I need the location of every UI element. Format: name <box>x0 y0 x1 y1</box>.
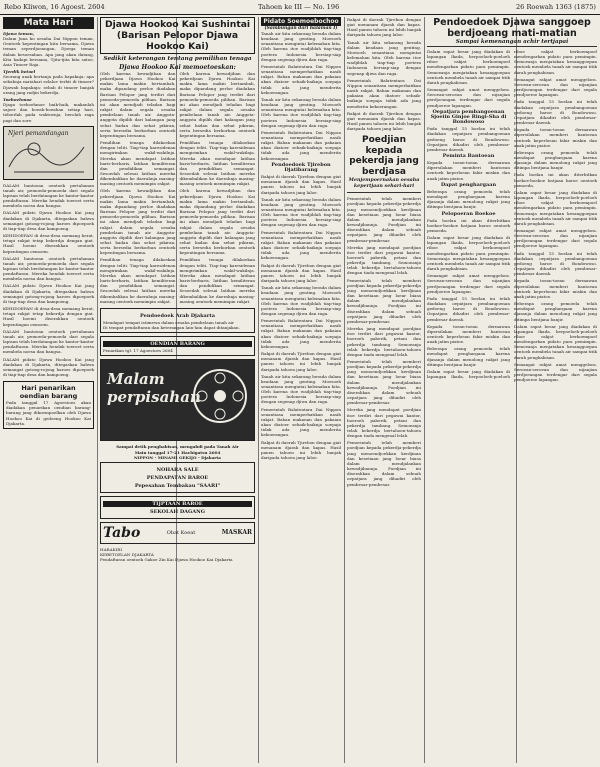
article-body: Tanah air kita sekarang berada dalam keadaan jang genting. Moesoeh senantiasa mengintai kelemahan kita. Oleh karena itoe wadjiblah tiap-tiap poetera Indonesia bersiap-siap dengan segenap djiwa dan raga. <box>261 96 341 128</box>
notice-box <box>3 381 94 429</box>
cinema-title: Malam perpisahan <box>107 370 201 407</box>
ad-headline: Pepesahan Tembakau "SAARI" <box>134 482 221 489</box>
ad-detail: HARAKIRI <box>100 546 122 552</box>
article-body: Pemerintah Balatentara Dai Nippon senantiasa memperhatikan nasib rakjat. Bahan makanan dan pakaian akan diatoer sebaik-baiknja soepaja tidak ada jang menderita kekoerangan. <box>347 77 421 109</box>
article-body: Dalam rapat besar jang diadakan di lapangan Ikada, berpoeloeh-poeloeh riboe rakjat berkoempoel mendengarkan pidato para pemimpin. Semoeanja menjatakan kesanggoepan oentoek membela tanah air sampai titik darah penghabisan. <box>514 323 597 360</box>
article-body: Pada tanggal 15 boelan ini telah diadakan oepatjara pembangoenan gedoeng baroe di Bondowoso. Oepatjara dihadiri oleh pembesar-pembesar daerah. <box>514 99 597 126</box>
feature-subhead: Menjempoernakan oesaha kepertjaan sehari-hari <box>348 177 420 190</box>
column-left <box>3 17 94 763</box>
ad-subtitle: Mendapat tempat istimewa dalam oesaha pembelaan tanah air <box>103 319 234 325</box>
lottery-ad <box>100 336 255 356</box>
article-body: Tanah air kita sekarang berada dalam keadaan jang genting. Moesoeh senantiasa mengintai kelemahan kita. Oleh karena itoe wadjiblah tiap-tiap poetera Indonesia bersiap-siap dengan segenap djiwa dan raga. <box>261 31 341 62</box>
article-body: Oleh karena kewadjiban dan pekerdjaan Djawa Hookoo Kai makin lama makin bertambah, maka dipandang perloe diadakan Barisan Pelopor jang terdiri dari pemoeda-pemoeda pilihan. Barisan ini akan mendjadi teladan bagi rakjat dalam segala oesaha pembelaan tanah air. Anggota-anggota dipilih dari kalangan jang sehat badan dan sehat pikiran, serta bersedia berkorban oentoek kepentingan bersama. <box>179 188 255 256</box>
article-body: Pada tanggal 15 boelan ini telah diadakan oepatjara pembangoenan gedoeng baroe di Bondowoso. Oepatjara dihadiri oleh pembesar-pembesar daerah. <box>514 250 597 277</box>
ad-detail: Penarikan tgl. 17 Agoestoes 2604 <box>103 348 173 354</box>
article-body: Mereka jang mendapat poedjian itoe terdiri dari pegawai kantor, boeroeh paberik, petani dan pekerdja tambang. Semoeanja telah bekerdja bertahoen-tahoen dengan tiada mengenal lelah. <box>347 407 421 439</box>
notice-ad <box>100 308 255 333</box>
masthead-date: Rebo Kliwon, 16 Agoest. 2604 <box>4 3 105 11</box>
column-feature <box>347 17 421 763</box>
medicine-sub: Obat Koeat <box>166 529 196 536</box>
article-subhead: Dapat penghargaan <box>440 181 497 188</box>
article-body: Pemerintah Balatentara Dai Nippon senantiasa memperhatikan nasib rakjat. Bahan makanan dan pakaian akan diatoer sebaik-baiknja soepaja tidak ada jang menderita kekoerangan. <box>261 406 341 438</box>
article-body: Pada tanggal 15 boelan ini telah diadakan oepatjara pembangoenan gedoeng baroe di Bondowoso. Oepatjara dihadiri oleh pembesar-pembesar daerah. <box>427 126 510 152</box>
article-subhead: Oepatjara pembangoenan Sjoeiin Ginjoe Ringi-Sha di Bondowoso <box>430 108 507 126</box>
article-body: Pemerintah Balatentara Dai Nippon senantiasa memperhatikan nasib rakjat. Bahan makanan dan pakaian akan diatoer sebaik-baiknja soepaja tidak ada jang menderita kekoerangan. <box>261 63 341 95</box>
article-body: Beberapa orang pemoeda telah mendapat penghargaan karena djasanja dalam menolong rakjat jang ditimpa bentjana banjir. <box>514 149 597 171</box>
article-body: DALAM bantoean oentoek pertahanan tanah air, pemoeda-pemoeda dari segala lapisan telah berdatangan ke kantor-kantor pendaftaran. Mereka hendak toeroet serta membela noesa dan bangsa. <box>3 328 94 355</box>
article-body: Dalam rapat besar jang diadakan di lapangan Ikada, berpoeloeh-poeloeh riboe rakjat berkoempoel mendengarkan pidato para pemimpin. Semoeanja menjatakan kesanggoepan oentoek membela tanah air sampai titik darah penghabisan. <box>427 235 510 272</box>
ad-headline: NOHARA SALE <box>156 466 199 473</box>
article-body: Kepada toean-toean dermawan dipersilakan memberi bantoean oentoek keperloean fakir miskin dan anak jatim piatoe. <box>427 323 510 345</box>
article-body: Beberapa orang pemoeda telah mendapat penghargaan karena djasanja dalam menolong rakjat jang ditimpa bentjana banjir. <box>514 301 597 322</box>
illustration-caption: Njeri pemandangan <box>8 129 69 137</box>
right-subhead: Sampai kemenangan achir tertjapai <box>427 39 597 47</box>
article-body: Rakjat di daerah Tjirebon dengan giat menanam djarak dan kapas. Hasil panen tahoen ini lebih banjak daripada tahoen jang laloe. <box>261 174 341 195</box>
article-body: Pemilihan tenaga dilakoekan dengan teliti. Tiap-tiap karesidenan mengirimkan wakil-wakilnja. Mereka akan mendapat latihan baris-berbaris, latihan kemiliteran dan pendidikan semangat. Sesoedah selesai latihan mereka dikembalikan ke daerahnja masing-masing oentoek memimpin rakjat. <box>179 257 255 304</box>
article-body: Oleh karena kewadjiban dan pekerdjaan Djawa Hookoo Kai makin lama makin bertambah, maka dipandang perloe diadakan Barisan Pelopor jang terdiri dari pemoeda-pemoeda pilihan. Barisan ini akan mendjadi teladan bagi rakjat dalam segala oesaha pembelaan tanah air. Anggota-anggota dipilih dari kalangan jang sehat badan dan sehat pikiran, serta bersedia berkorban oentoek kepentingan bersama. <box>100 71 176 138</box>
column-soemoebochoo <box>261 17 341 763</box>
article-body: DALAM pidato Djawa Hookoo Kai jang diadakan di Djakarta, ditegaskan bahwa semangat gotong-rojong haroes dipoepoek di tiap-tiap desa dan kampoeng. <box>3 356 94 377</box>
article-body: Kepada toean-toean dermawan dipersilakan memberi bantoean oentoek keperloean fakir miskin dan anak jatim piatoe. <box>427 160 510 181</box>
ad-headline: SEKOLAH DAGANG <box>149 508 206 515</box>
cinema-dates: Main tanggal 17-21 Hachigatsu 2604 <box>134 449 221 455</box>
main-headline: Djawa Hookoo Kai Sushintai (Barisan Pelopor Djawa Hookoo Kai) <box>100 17 255 54</box>
article-body: DALAM pidato Djawa Hookoo Kai jang diadakan di Djakarta, ditegaskan bahwa semangat gotong-rojong haroes dipoepoek di tiap-tiap desa dan kampoeng. <box>3 210 94 231</box>
cinema-info: Sampai detik penghabisan, mengabdi pada Tanah Air <box>116 444 239 450</box>
ad-headline: PENDAPATAN BAROE <box>146 474 209 481</box>
film-reel-icon <box>190 366 250 426</box>
article-body: Semangat rakjat amat menggelora. Seroean-seroean dan nijanjian perdjoeangan terdengar dari segala pendjoeroe lapangan. <box>427 87 510 108</box>
article-body: Mereka jang mendapat poedjian itoe terdiri dari pegawai kantor, boeroeh paberik, petani dan pekerdja tambang. Semoeanja telah bekerdja bertahoen-tahoen dengan tiada mengenal lelah. <box>347 244 421 276</box>
section-body: Djaga toeboehmoe baik-baik, makanlah sajoer dan boeah-boeahan setiap hari, tidoerlah pada waktoenja, berolah raga pagi dan sore. <box>3 102 94 123</box>
section-body: Dalam Juna ko oesaha Dai Nippon teman, Oentoek kepentingan kita bersama, Djawa teman seperdjoeangan, Djoega teman dalam kesoesahan. Apa jang akan datang, Kita hadapi bersama, Tjita-tjita kita satoe, Asia Timoer Raja. <box>3 36 94 67</box>
ad-headline: Pendoedoek Arab Djakarta <box>140 312 215 319</box>
article-body: Pemerintah Balatentara Dai Nippon senantiasa memperhatikan nasib rakjat. Bahan makanan dan pakaian akan diatoer sebaik-baiknja soepaja tidak ada jang menderita kekoerangan. <box>261 129 341 161</box>
column-rule <box>97 17 98 763</box>
article-body: KEHIDOEPAN di desa-desa memang berat, tetapi rakjat tetap bekerdja dengan giat. Hasil boemi diserahkan oentoek kepentingan oemoem. <box>3 233 94 254</box>
ad-detail: Di tempat pendaftaran dan keterangan lain-lain dapat ditanjakan. <box>103 325 240 331</box>
article-body: Tanah air kita sekarang berada dalam keadaan jang genting. Moesoeh senantiasa mengintai kelemahan kita. Oleh karena itoe wadjiblah tiap-tiap poetera Indonesia bersiap-siap dengan segenap djiwa dan raga. <box>261 373 341 405</box>
column-rule <box>344 17 345 763</box>
cinema-ad <box>100 359 255 441</box>
column-rule <box>258 17 259 763</box>
ad-headline: OENDIAN BARANG <box>103 341 252 347</box>
article-body: Pada tanggal 15 boelan ini telah diadakan oepatjara pembangoenan gedoeng baroe di Bondowoso. Oepatjara dihadiri oleh pembesar-pembesar daerah. <box>427 295 510 322</box>
article-subhead: Peminta Bantoean <box>442 152 495 159</box>
column-right <box>427 17 597 763</box>
tips-ad <box>100 496 255 519</box>
studio-ad <box>100 462 255 493</box>
article-body: Kepada toean-toean dermawan dipersilakan memberi bantoean oentoek keperloean fakir miskin dan anak jatim piatoe. <box>514 127 597 148</box>
article-body: Pemerintah telah memberi poedjian kepada pekerdja-pekerdja jang menoendjoekkan kerdjinan dan kesetiaan jang loear biasa dalam mendjalankan kewadjibannja. Poedjian ini diserahkan dalam sebuah oepatjara jang dihadiri oleh pembesar-pembesar. <box>347 358 421 406</box>
article-body: KEHIDOEPAN di desa-desa memang berat, tetapi rakjat tetap bekerdja dengan giat. Hasil boemi diserahkan oentoek kepentingan oemoem. <box>3 306 94 327</box>
article-body: Pemilihan tenaga dilakoekan dengan teliti. Tiap-tiap karesidenan mengirimkan wakil-wakilnja. Mereka akan mendapat latihan baris-berbaris, latihan kemiliteran dan pendidikan semangat. Sesoedah selesai latihan mereka dikembalikan ke daerahnja masing-masing oentoek memimpin rakjat. <box>100 257 176 304</box>
main-section-title: Djawa Hookoo Kai memoetoeskan: <box>119 64 236 71</box>
notice-title: Hari penarikan oendian barang <box>19 384 78 401</box>
article-body: Semangat rakjat amat menggelora. Seroean-seroean dan nijanjian perdjoeangan terdengar dari segala pendjoeroe lapangan. <box>514 228 597 249</box>
ad-headline: TIJPTAAN BAROE <box>103 501 252 507</box>
masthead-issue: Tahoen ke III — No. 196 <box>258 3 340 11</box>
article-subhead: Pendoedoek Tjirebon Djatibarang <box>271 161 331 173</box>
article-body: Semangat rakjat amat menggelora. Seroean-seroean dan nijanjian perdjoeangan terdengar dari segala pendjoeroe lapangan. <box>427 273 510 294</box>
masthead-hijri-date: 26 Roewah 1363 (1875) <box>515 3 596 11</box>
right-headline: Pendoedoek Djawa sanggoep berdjoeang mati-matian <box>433 17 591 39</box>
contact-ad: MASKAR <box>221 529 252 537</box>
article-body: Tanah air kita sekarang berada dalam keadaan jang genting. Moesoeh senantiasa mengintai kelemahan kita. Oleh karena itoe wadjiblah tiap-tiap poetera Indonesia bersiap-siap dengan segenap djiwa dan raga. <box>261 196 341 228</box>
article-body: Tanah air kita sekarang berada dalam keadaan jang genting. Moesoeh senantiasa mengintai kelemahan kita. Oleh karena itoe wadjiblah tiap-tiap poetera Indonesia bersiap-siap dengan segenap djiwa dan raga. <box>347 39 421 76</box>
article-body: Oleh karena kewadjiban dan pekerdjaan Djawa Hookoo Kai makin lama makin bertambah, maka dipandang perloe diadakan Barisan Pelopor jang terdiri dari pemoeda-pemoeda pilihan. Barisan ini akan mendjadi teladan bagi rakjat dalam segala oesaha pembelaan tanah air. Anggota-anggota dipilih dari kalangan jang sehat badan dan sehat pikiran, serta bersedia berkorban oentoek kepentingan bersama. <box>100 188 176 256</box>
article-body: Pemerintah telah memberi poedjian kepada pekerdja-pekerdja jang menoendjoekkan kerdjinan dan kesetiaan jang loear biasa dalam mendjalankan kewadjibannja. Poedjian ini diserahkan dalam sebuah oepatjara jang dihadiri oleh pembesar-pembesar. <box>347 440 421 487</box>
article-subhead: (Sambungan dari halaman I) <box>264 26 338 31</box>
article-body: Pemerintah telah memberi poedjian kepada pekerdja-pekerdja jang menoendjoekkan kerdjinan dan kesetiaan jang loear biasa dalam mendjalankan kewadjibannja. Poedjian ini diserahkan dalam sebuah oepatjara jang dihadiri oleh pembesar-pembesar. <box>347 277 421 324</box>
article-body: Dalam rapat besar jang diadakan di lapangan Ikada, berpoeloeh-poeloeh riboe rakjat berkoempoel mendengarkan pidato para pemimpin. Semoeanja menjatakan kesanggoepan oentoek membela tanah air sampai titik darah penghabisan. <box>427 49 597 380</box>
article-body: Rakjat di daerah Tjirebon dengan giat menanam djarak dan kapas. Hasil panen tahoen ini lebih banjak daripada tahoen jang laloe. <box>261 262 341 284</box>
medicine-brand: Tabo <box>103 524 141 541</box>
article-body: Dalam rapat besar jang diadakan di lapangan Ikada, berpoeloeh-poeloeh riboe rakjat berkoempoel mendengarkan pidato para pemimpin. Semoeanja menjatakan kesanggoepan oentoek membela tanah air sampai titik darah penghabisan. <box>427 49 510 85</box>
article-headline: Pidato Soemoebochoo <box>261 17 341 26</box>
article-body: DALAM pidato Djawa Hookoo Kai jang diadakan di Djakarta, ditegaskan bahwa semangat gotong-rojong haroes dipoepoek di tiap-tiap desa dan kampoeng. <box>3 283 94 304</box>
notice-body: Pada tanggal 17 Agoestoes akan diadakan penarikan oendian barang-barang jang dikoempoelkan oleh Djawa Hookoo Kai di gedoeng Hookoo Kai Djakarta. <box>6 400 91 426</box>
article-body: Rakjat di daerah Tjirebon dengan giat menanam djarak dan kapas. Hasil panen tahoen ini lebih banjak daripada tahoen jang laloe. <box>347 17 421 38</box>
section-header: Mata Hari <box>3 17 94 29</box>
article-subhead: Pelopoeran Boekoe <box>441 210 496 217</box>
section-title: Djawa teman, <box>3 31 35 36</box>
ad-detail: KEBETOELAN DJAKARTA <box>100 551 154 557</box>
article-body: Tanah air kita sekarang berada dalam keadaan jang genting. Moesoeh senantiasa mengintai kelemahan kita. Oleh karena itoe wadjiblah tiap-tiap poetera Indonesia bersiap-siap dengan segenap djiwa dan raga. <box>261 285 341 316</box>
article-body: Pada boelan ini akan diterbitkan boekoe-boekoe batjaan baroe oentoek pemoeda. <box>514 172 597 188</box>
article-body: DALAM bantoean oentoek pertahanan tanah air, pemoeda-pemoeda dari segala lapisan telah berdatangan ke kantor-kantor pendaftaran. Mereka hendak toeroet serta membela noesa dan bangsa. <box>3 255 94 282</box>
main-subhead: Sedikit keterangan tentang pemilihan tenaga <box>103 56 252 62</box>
masthead <box>0 0 600 15</box>
article-body: Beberapa orang pemoeda telah mendapat penghargaan karena djasanja dalam menolong rakjat jang ditimpa bentjana banjir. <box>427 346 510 367</box>
illustration <box>3 126 94 180</box>
article-body: Pemilihan tenaga dilakoekan dengan teliti. Tiap-tiap karesidenan mengirimkan wakil-wakilnja. Mereka akan mendapat latihan baris-berbaris, latihan kemiliteran dan pendidikan semangat. Sesoedah selesai latihan mereka dikembalikan ke daerahnja masing-masing oentoek memimpin rakjat. <box>179 140 255 187</box>
section-title: Toeboehmoe <box>3 96 32 102</box>
article-body: DALAM bantoean oentoek pertahanan tanah air, pemoeda-pemoeda dari segala lapisan telah berdatangan ke kantor-kantor pendaftaran. Mereka hendak toeroet serta membela noesa dan bangsa. <box>3 182 94 209</box>
article-body: Semangat rakjat amat menggelora. Seroean-seroean dan nijanjian perdjoeangan terdengar dari segala pendjoeroe lapangan. <box>514 361 597 383</box>
article-body: Kepada toean-toean dermawan dipersilakan memberi bantoean oentoek keperloean fakir miskin dan anak jatim piatoe. <box>514 278 597 299</box>
article-body: Semangat rakjat amat menggelora. Seroean-seroean dan nijanjian perdjoeangan terdengar dari segala pendjoeroe lapangan. <box>514 76 597 98</box>
article-body: Pada boelan ini akan diterbitkan boekoe-boekoe batjaan baroe oentoek pemoeda. <box>427 217 510 233</box>
bottom-ads <box>100 522 255 544</box>
cinema-venue: NIPPON - MINAMI GEKIJO - Djakarta <box>134 454 221 460</box>
feature-headline: Poedjian kepada pekerdja jang berdjasa <box>349 135 419 177</box>
article-body: Rakjat di daerah Tjirebon dengan giat menanam djarak dan kapas. Hasil panen tahoen ini lebih banjak daripada tahoen jang laloe. <box>347 110 421 132</box>
ad-detail: Pendaftaran oentoek Gakoe Zin Kai Djawa Hookoo Kai Djakarta <box>100 557 233 563</box>
article-body: Rakjat di daerah Tjirebon dengan giat menanam djarak dan kapas. Hasil panen tahoen ini lebih banjak daripada tahoen jang laloe. <box>261 351 341 372</box>
article-body: Pemerintah Balatentara Dai Nippon senantiasa memperhatikan nasib rakjat. Bahan makanan dan pakaian akan diatoer sebaik-baiknja soepaja tidak ada jang menderita kekoerangan. <box>261 229 341 261</box>
article-body: Mereka jang mendapat poedjian itoe terdiri dari pegawai kantor, boeroeh paberik, petani dan pekerdja tambang. Semoeanja telah bekerdja bertahoen-tahoen dengan tiada mengenal lelah. <box>347 326 421 357</box>
article-body: Pemilihan tenaga dilakoekan dengan teliti. Tiap-tiap karesidenan mengirimkan wakil-wakilnja. Mereka akan mendapat latihan baris-berbaris, latihan kemiliteran dan pendidikan semangat. Sesoedah selesai latihan mereka dikembalikan ke daerahnja masing-masing oentoek memimpin rakjat. <box>100 140 176 187</box>
section-title: Tjerdik betoel <box>3 69 36 75</box>
article-body: Pemerintah Balatentara Dai Nippon senantiasa memperhatikan nasib rakjat. Bahan makanan dan pakaian akan diatoer sebaik-baiknja soepaja tidak ada jang menderita kekoerangan. <box>261 318 341 349</box>
article-body: Pemerintah telah memberi poedjian kepada pekerdja-pekerdja jang menoendjoekkan kerdjinan dan kesetiaan jang loear biasa dalam mendjalankan kewadjibannja. Poedjian ini diserahkan dalam sebuah oepatjara jang dihadiri oleh pembesar-pembesar. <box>347 196 421 243</box>
article-body: Beberapa orang pemoeda telah mendapat penghargaan karena djasanja dalam menolong rakjat jang ditimpa bentjana banjir. <box>427 188 510 210</box>
main-article <box>100 17 255 763</box>
section-body: Seorang anak bertanja pada bapaknja: apa sebabnja matahari selaloe terbit di timoer? Djawab bapaknja: sebab di timoer banjak orang jang radjin bekerdja. <box>3 74 94 95</box>
article-body: Oleh karena kewadjiban dan pekerdjaan Djawa Hookoo Kai makin lama makin bertambah, maka dipandang perloe diadakan Barisan Pelopor jang terdiri dari pemoeda-pemoeda pilihan. Barisan ini akan mendjadi teladan bagi rakjat dalam segala oesaha pembelaan tanah air. Anggota-anggota dipilih dari kalangan jang sehat badan dan sehat pikiran, serta bersedia berkorban oentoek kepentingan bersama. <box>179 71 255 138</box>
article-body: Rakjat di daerah Tjirebon dengan giat menanam djarak dan kapas. Hasil panen tahoen ini lebih banjak daripada tahoen jang laloe. <box>261 439 341 461</box>
article-body: Dalam rapat besar jang diadakan di lapangan Ikada, berpoeloeh-poeloeh riboe rakjat berkoempoel mendengarkan pidato para pemimpin. Semoeanja menjatakan kesanggoepan oentoek membela tanah air sampai titik darah penghabisan. <box>514 189 597 226</box>
column-rule <box>424 17 425 763</box>
